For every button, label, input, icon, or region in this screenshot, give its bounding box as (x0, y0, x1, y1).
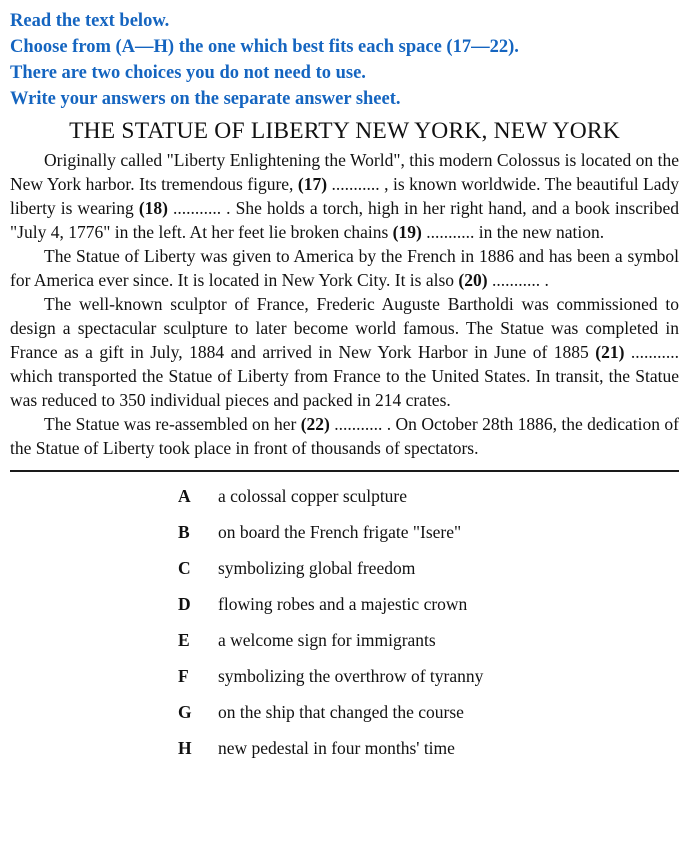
option-row (178, 630, 679, 666)
instruction-line: Read the text below. (10, 11, 170, 31)
passage-text: ........... , is known worldwide. The beautiful Lady liberty is wearing (10, 174, 680, 218)
option-letter: G (178, 702, 192, 722)
instruction-line: Choose from (A—H) the one which best fits each space (17—22). (10, 37, 519, 57)
passage-text: The Statue was re-assembled on her (44, 414, 301, 434)
option-letter: H (178, 738, 192, 758)
option-row (178, 522, 679, 558)
option-row (178, 702, 679, 738)
passage-paragraph (10, 292, 679, 412)
gap-number: (21) (595, 342, 625, 362)
passage-paragraph (10, 412, 679, 460)
option-text: new pedestal in four months' time (218, 738, 455, 758)
option-letter: B (178, 522, 190, 542)
option-text: on the ship that changed the course (218, 702, 464, 722)
instruction-line: There are two choices you do not need to use. (10, 63, 366, 83)
option-text: on board the French frigate "Isere" (218, 522, 462, 542)
passage-text: Originally called "Liberty Enlightening the World", this modern Colossus is located on the New York harbor. Its tremendous figure, (10, 150, 679, 194)
passage-title: THE STATUE OF LIBERTY NEW YORK, NEW YORK (69, 118, 620, 144)
passage-text: ........... . On October 28th 1886, the dedication of the Statue of Liberty took place in front of thousands of spectators. (10, 414, 679, 458)
passage-text: ........... . She holds a torch, high in her right hand, and a book inscribed "July 4, 1776" in the left. At her feet lie broken chains (10, 198, 679, 242)
passage-paragraph (10, 148, 679, 244)
gap-number: (18) (138, 198, 168, 218)
option-row (178, 738, 679, 774)
option-letter: D (178, 594, 191, 614)
option-letter: F (178, 666, 189, 686)
passage-paragraphs (10, 148, 679, 460)
option-row (178, 666, 679, 702)
passage-paragraph (10, 244, 679, 292)
option-text: a welcome sign for immigrants (218, 630, 436, 650)
option-letter: C (178, 558, 191, 578)
instruction-line: Write your answers on the separate answer sheet. (10, 89, 401, 109)
option-text: symbolizing global freedom (218, 558, 416, 578)
passage-text: ........... which transported the Statue of Liberty from France to the United States. In transit, the Statue was reduced to 350 individual pieces and packed in 214 crates. (10, 342, 680, 410)
section-divider (10, 470, 679, 472)
gap-number: (22) (300, 414, 330, 434)
options-list (178, 486, 679, 774)
gap-number: (17) (297, 174, 328, 194)
passage-text: ........... in the new nation. (421, 222, 605, 242)
gap-number: (19) (392, 222, 422, 242)
passage-text: The Statue of Liberty was given to America by the French in 1886 and has been a symbol for America ever since. It is located in New York City. It is also (10, 246, 679, 290)
option-text: symbolizing the overthrow of tyranny (218, 666, 484, 686)
gap-number: (20) (458, 270, 488, 290)
option-text: a colossal copper sculpture (218, 486, 408, 506)
option-letter: A (178, 486, 191, 506)
option-row (178, 594, 679, 630)
option-text: flowing robes and a majestic crown (218, 594, 468, 614)
option-row (178, 486, 679, 522)
option-row (178, 558, 679, 594)
option-letter: E (178, 630, 190, 650)
task-instructions (10, 8, 679, 112)
passage-text: ........... . (487, 270, 549, 290)
passage-text: The well-known sculptor of France, Frederic Auguste Bartholdi was commissioned to design a spectacular sculpture to later become world famous. The Statue was completed in France as a gift in July, 1884 and arrived in New York Harbor in June of 1885 (10, 294, 679, 362)
